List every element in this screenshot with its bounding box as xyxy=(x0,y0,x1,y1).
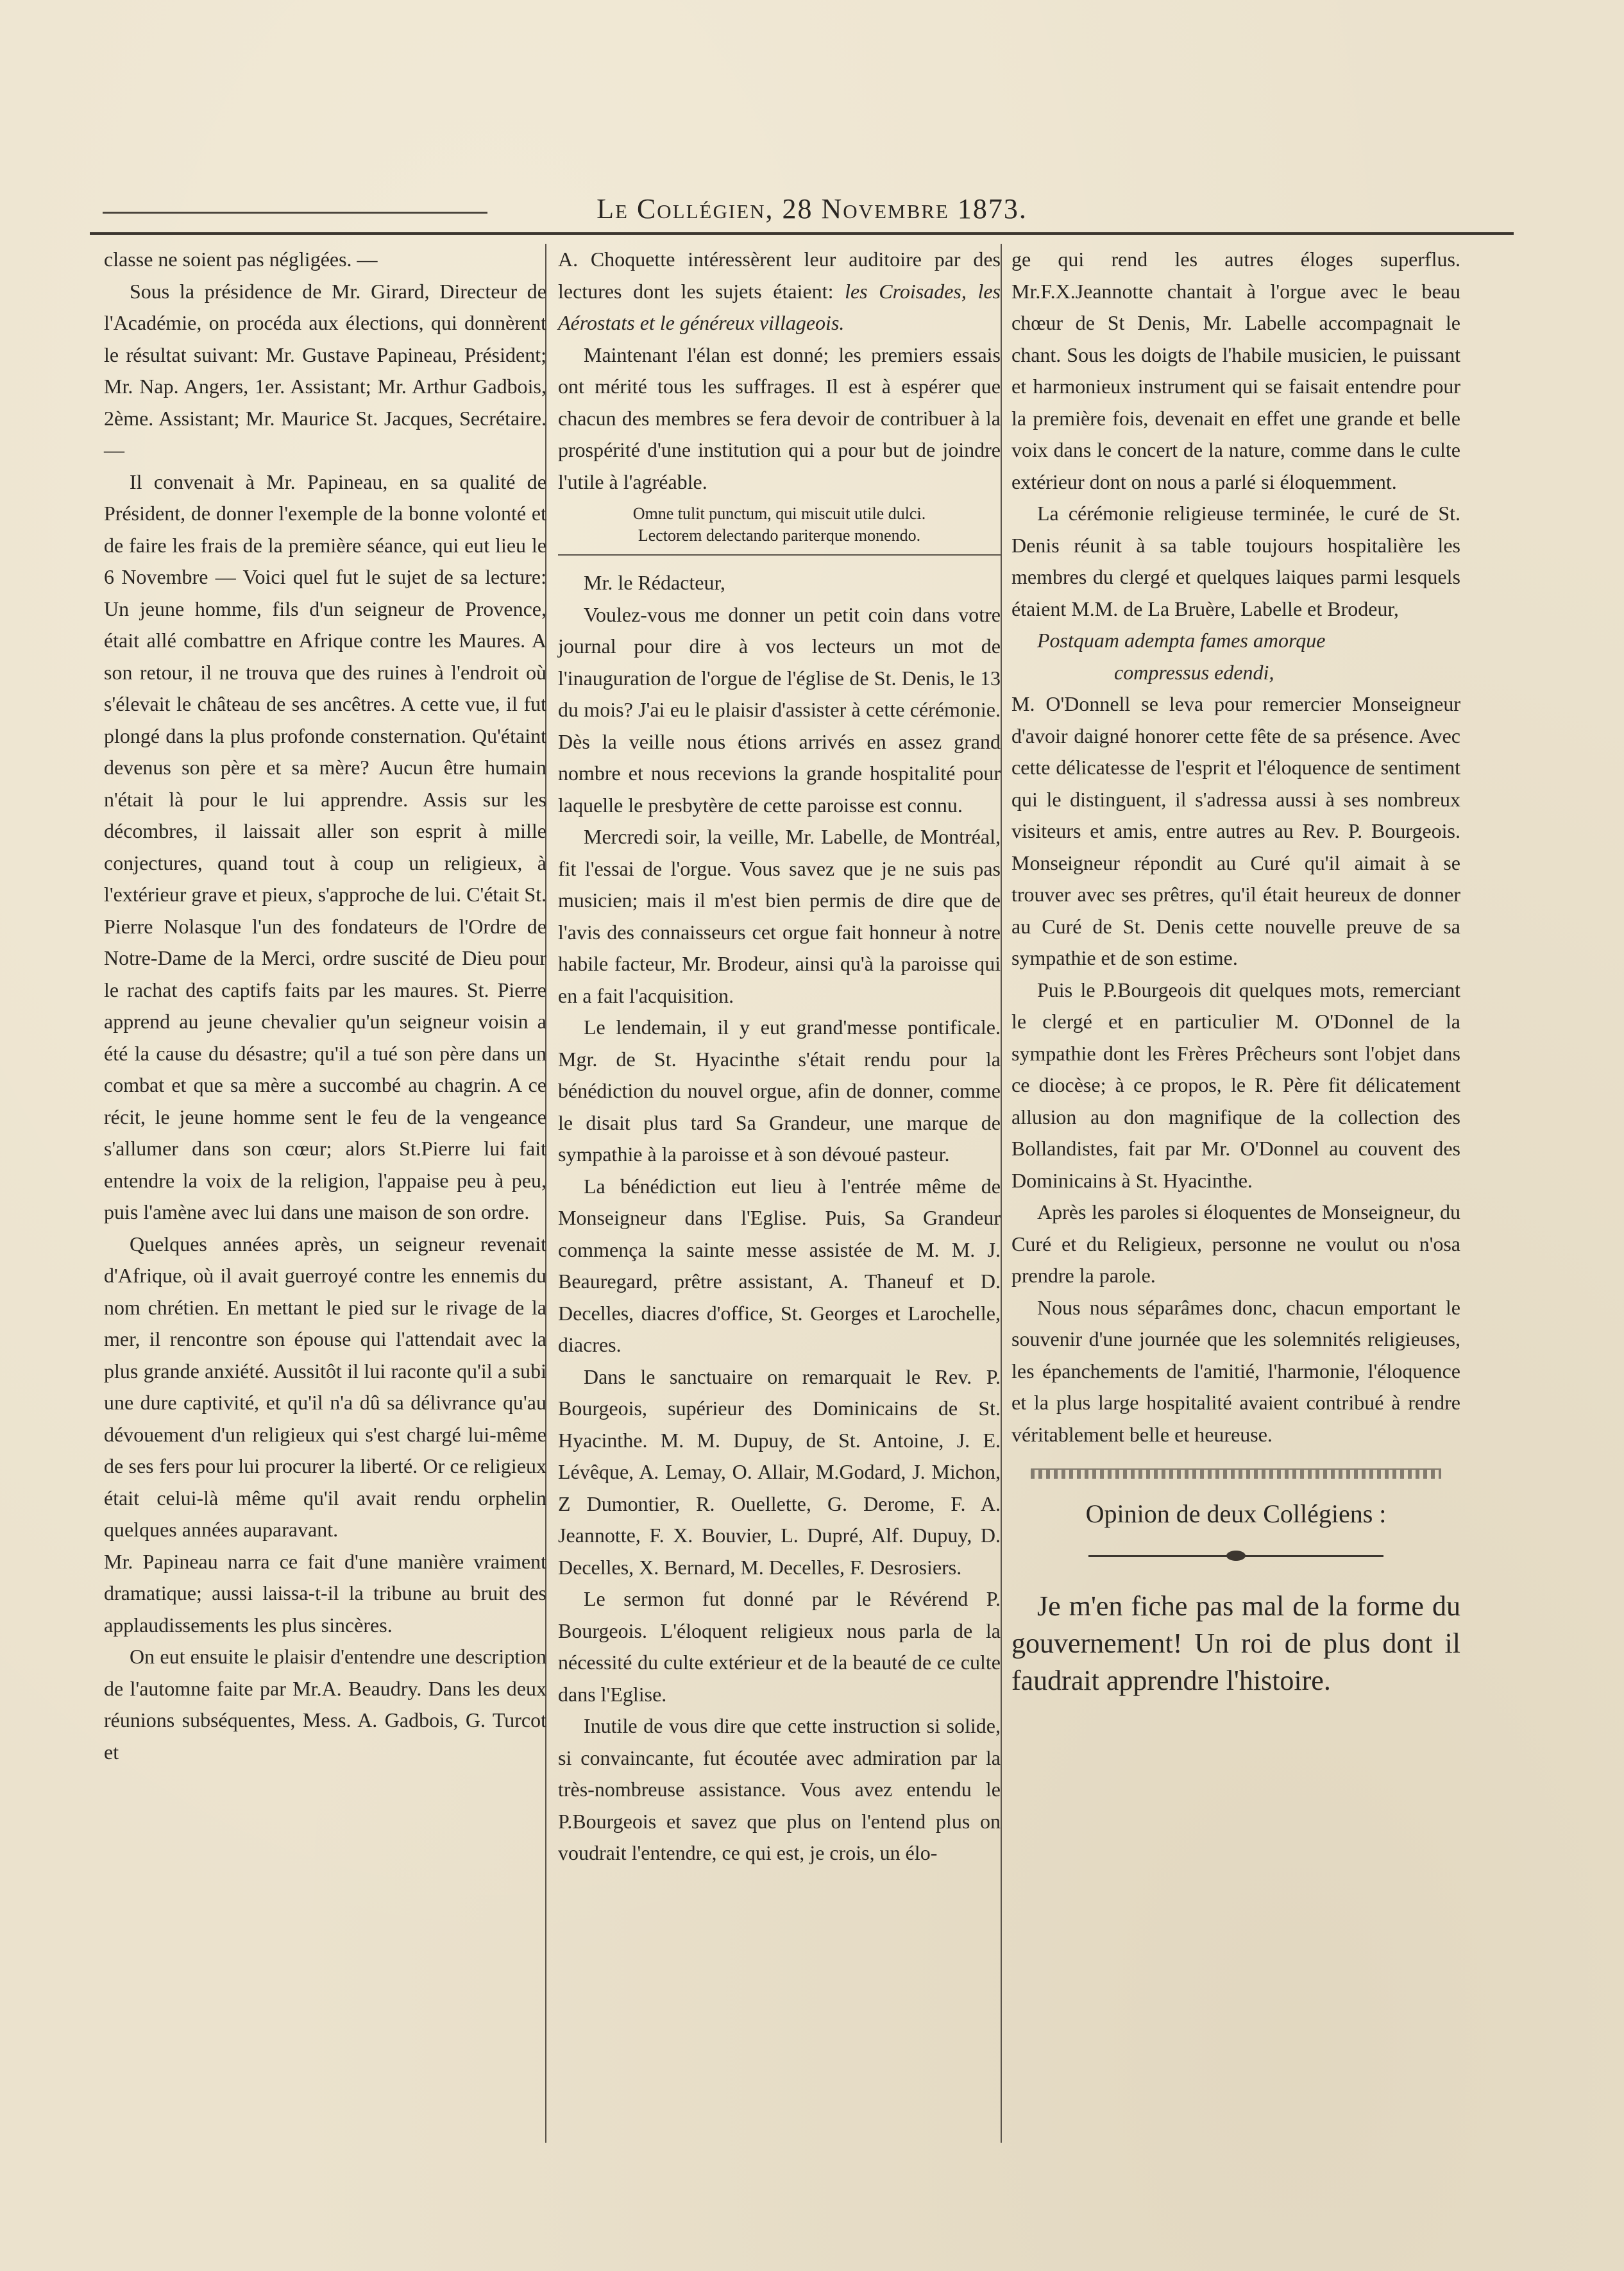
column-1 xyxy=(104,244,546,1768)
paragraph xyxy=(558,244,1001,339)
wavy-divider xyxy=(1031,1468,1441,1479)
paragraph: Puis le P.Bourgeois dit quelques mots, remerciant le clergé et en particulier M. O'Donnel de la sympathie dont les Frères Prêcheurs sont l'objet dans ce diocèse; à ce propos, le R. Père fit délicatement allusion au don magnifique de la collection des Bollandistes, fait par Mr. O'Donnel au couvent des Dominicains à St. Hyacinthe. xyxy=(1011,978,1460,1192)
ornament-divider xyxy=(1088,1549,1383,1562)
paragraph: Il convenait à Mr. Papineau, en sa qualité de Président, de donner l'exemple de la bonne volonté et de faire les frais de la première séance, qui eut lieu le 6 Novembre — Voici quel fut le sujet de sa lecture: Un jeune homme, fils d'un seigneur de Provence, était allé combattre en Afrique contre les Maures. A son retour, il ne trouva que des ruines à l'endroit où s'élevait le château de ses ancêtres. A cette vue, il fut plongé dans la plus profonde consternation. Qu'étaint devenus son père et sa mère? Aucun être humain n'était là pour le lui apprendre. Assis sur les décombres, il laissait aller son esprit à mille conjectures, quand tout à coup un religieux, à l'extérieur grave et pieux, s'approche de lui. C'était St. Pierre Nolasque l'un des fondateurs de l'Ordre de Notre-Dame de la Merci, ordre suscité de Dieu pour le rachat des captifs faits par les maures. St. Pierre apprend au jeune chevalier qu'un seigneur voisin a été la cause du désastre; qu'il a tué son père dans un combat et que sa mère a succombé au chagrin. A ce récit, le jeune homme sent le feu de la vengeance s'allumer dans son cœur; alors St.Pierre lui fait entendre la voix de la religion, l'appaise peu à peu, puis l'amène avec lui dans une maison de son ordre. xyxy=(104,470,546,1223)
column-3 xyxy=(1011,244,1460,1699)
paragraph: classe ne soient pas négligées. — xyxy=(104,248,378,271)
page-header xyxy=(103,192,1052,231)
opinion-text: Je m'en fiche pas mal de la forme du gouvernement! Un roi de plus dont il faudrait apprendre l'histoire. xyxy=(1011,1590,1460,1696)
paragraph: Mr. Papineau narra ce fait d'une manière vraiment dramatique; aussi laissa-t-il la tribune au bruit des applaudissements les plus sincères. xyxy=(104,1549,546,1637)
ornament-dot xyxy=(1226,1551,1246,1561)
paragraph: Le lendemain, il y eut grand'messe pontificale. Mgr. de St. Hyacinthe s'était rendu pour la bénédiction du nouvel orgue, afin de donner, comme le disait plus tard Sa Grandeur, une marque de sympathie à la paroisse et à son dévoué pasteur. xyxy=(558,1016,1001,1166)
latin-quote xyxy=(558,503,1001,547)
latin-verse: compressus edendi, xyxy=(1114,660,1274,684)
paragraph: Le sermon fut donné par le Révérend P. Bourgeois. L'éloquent religieux nous parla de la nécessité du culte extérieur et de la beauté de ce culte dans l'Eglise. xyxy=(558,1587,1001,1706)
paragraph: Après les paroles si éloquentes de Monseigneur, du Curé et du Religieux, personne ne voulut ou n'osa prendre la parole. xyxy=(1011,1200,1460,1287)
opinion-heading: Opinion de deux Collégiens : xyxy=(1085,1499,1387,1528)
paragraph: Sous la présidence de Mr. Girard, Directeur de l'Académie, on procéda aux élections, qui donnèrent le résultat suivant: Mr. Gustave Papineau, Président; Mr. Nap. Angers, 1er. Assistant; Mr. Arthur Gadbois, 2ème. Assistant; Mr. Maurice St. Jacques, Secrétaire. — xyxy=(104,279,546,461)
paragraph: On eut ensuite le plaisir d'entendre une description de l'automne faite par Mr.A. Beaudry. Dans les deux réunions subséquentes, Mess. A. Gadbois, G. Turcot et xyxy=(104,1645,546,1764)
paragraph-italic-text: les Croisades, les Aérostats et le généreux villageois. xyxy=(558,279,1001,334)
paragraph: La bénédiction eut lieu à l'entrée même de Monseigneur dans l'Eglise. Puis, Sa Grandeur commença la sainte messe assistée de M. M. J. Beauregard, prêtre assistant, A. Thaneuf et D. Decelles, diacres d'office, St. Georges et Larochelle, diacres. xyxy=(558,1174,1001,1356)
paragraph: Voulez-vous me donner un petit coin dans votre journal pour dire à vos lecteurs un mot de l'inauguration de l'orgue de l'église de St. Denis, le 13 du mois? J'ai eu le plaisir d'assister à cette cérémonie. Dès la veille nous étions arrivés en assez grand nombre et nous recevions la grande hospitalité pour laquelle le presbytère de cette paroisse est connu. xyxy=(558,602,1001,817)
paragraph: La cérémonie religieuse terminée, le curé de St. Denis réunit à sa table toujours hospitalière les membres du clergé et quelques laiques parmi lesquels étaient M.M. de La Bruère, Labelle et Brodeur, xyxy=(1011,502,1460,620)
paragraph: Dans le sanctuaire on remarquait le Rev. P. Bourgeois, supérieur des Dominicains de St. Hyacinthe. M. M. Dupuy, de St. Antoine, J. E. Lévêque, A. Lemay, O. Allair, M.Godard, J. Michon, Z Dumontier, R. Ouellette, G. Derome, F. A. Jeannotte, F. X. Bouvier, L. Dupré, Alf. Dupuy, D. Decelles, X. Bernard, M. Decelles, F. Desrosiers. xyxy=(558,1365,1001,1579)
letter-salutation: Mr. le Rédacteur, xyxy=(584,571,725,594)
paragraph: Mercredi soir, la veille, Mr. Labelle, de Montréal, fit l'essai de l'orgue. Vous savez que je ne suis pas musicien; mais il m'est bien permis de dire que de l'avis des connaisseurs cet orgue fait honneur à notre habile facteur, Mr. Brodeur, ainsi qu'à la paroisse qui en a fait l'acquisition. xyxy=(558,825,1001,1007)
paragraph: Quelques années après, un seigneur revenait d'Afrique, où il avait guerroyé contre les ennemis du nom chrétien. En mettant le pied sur le rivage de la mer, il rencontre son épouse qui l'attendait avec la plus grande anxiété. Aussitôt il lui raconte qu'il a subi une dure captivité, et qu'il n'a dû sa délivrance qu'au dévouement d'un religieux qui s'est chargé lui-même de ses fers pour lui procurer la liberté. Or ce religieux était celui-là même qu'il avait rendu orphelin quelques années auparavant. xyxy=(104,1232,546,1541)
latin-verse: Postquam adempta fames amorque xyxy=(1037,629,1326,652)
paragraph: Inutile de vous dire que cette instruction si solide, si convaincante, fut écoutée avec admiration par la très-nombreuse assistance. Vous avez entendu le P.Bourgeois et savez que plus on l'entend plus on voudrait l'entendre, ce qui est, je crois, un élo- xyxy=(558,1714,1001,1864)
paragraph: M. O'Donnell se leva pour remercier Monseigneur d'avoir daigné honorer cette fête de sa présence. Avec cette délicatesse de l'esprit et l'éloquence de sentiment qui le distinguent, il s'adressa aussi à ses nombreux visiteurs et amis, entre autres au Rev. P. Bourgeois. Monseigneur répondit au Curé qu'il aimait à se trouver avec ses prêtres, qu'il était heureux de donner au Curé de St. Denis cette nouvelle preuve de sa sympathie et de son estime. xyxy=(1011,692,1460,969)
column-2 xyxy=(558,244,1001,1869)
column-divider xyxy=(1001,244,1002,2143)
paragraph: Maintenant l'élan est donné; les premiers essais ont mérité tous les suffrages. Il est à espérer que chacun des membres se fera devoir de contribuer à la prospérité d'une institution qui a pour but de joindre l'utile à l'agréable. xyxy=(558,343,1001,493)
header-divider xyxy=(90,232,1514,235)
paragraph: ge qui rend les autres éloges superflus. Mr.F.X.Jeannotte chantait à l'orgue avec le beau chœur de St Denis, Mr. Labelle accompagnait le chant. Sous les doigts de l'habile musicien, le puissant et harmonieux instrument qui se faisait entendre pour la première fois, devenait en effet une grande et belle voix dans le concert de la nature, comme dans le culte extérieur dont on nous a parlé si éloquemment. xyxy=(1011,248,1460,493)
page-title: Le Collégien, 28 Novembre 1873. xyxy=(596,193,1028,225)
paragraph: Nous nous séparâmes donc, chacun emportant le souvenir d'une journée que les solemnités religieuses, les épanchements de l'amitié, l'harmonie, l'éloquence et la plus large hospitalité avaient contribué à rendre véritablement belle et heureuse. xyxy=(1011,1295,1460,1446)
quote-line: Lectorem delectando pariterque monendo. xyxy=(638,526,921,545)
quote-line: Omne tulit punctum, qui miscuit utile dulci. xyxy=(632,504,926,523)
section-divider xyxy=(558,554,1001,556)
paragraph-text: A. Choquette intéressèrent leur auditoire par des lectures dont les sujets étaient: xyxy=(558,248,1001,303)
